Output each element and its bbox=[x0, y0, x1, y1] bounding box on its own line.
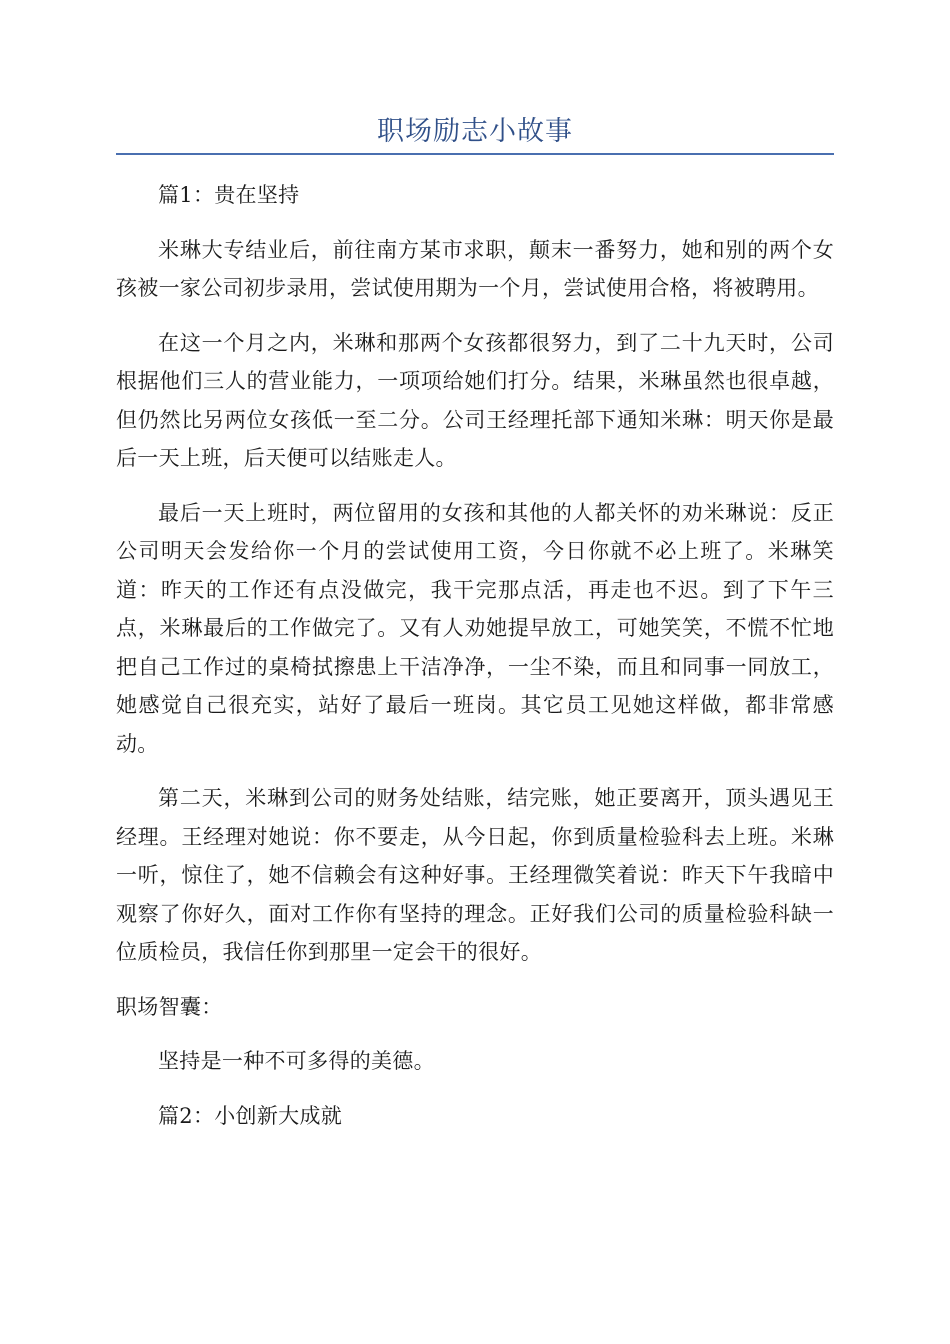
paragraph: 在这一个月之内，米琳和那两个女孩都很努力，到了二十九天时，公司根据他们三人的营业能力，一项项给她们打分。结果，米琳虽然也很卓越，但仍然比另两位女孩低一至二分。公司王经理托部下通知米琳：明天你是最后一天上班，后天便可以结账走人。 bbox=[116, 330, 834, 470]
tips-text: 坚持是一种不可多得的美德。 bbox=[158, 1049, 435, 1073]
document-body bbox=[116, 176, 834, 1151]
section-heading-1: 篇1：贵在坚持 bbox=[158, 183, 300, 207]
paragraph: 第二天，米琳到公司的财务处结账，结完账，她正要离开，顶头遇见王经理。王经理对她说：你不要走，从今日起，你到质量检验科去上班。米琳一听，惊住了，她不信赖会有这种好事。王经理微笑着说：昨天下午我暗中观察了你好久，面对工作你有坚持的理念。正好我们公司的质量检验科缺一位质检员，我信任你到那里一定会干的很好。 bbox=[116, 786, 834, 964]
document-title: 职场励志小故事 bbox=[377, 116, 573, 147]
section-heading-2: 篇2：小创新大成就 bbox=[158, 1103, 343, 1128]
title-underline bbox=[116, 153, 834, 155]
paragraph: 最后一天上班时，两位留用的女孩和其他的人都关怀的劝米琳说：反正公司明天会发给你一个月的尝试使用工资，今日你就不必上班了。米琳笑道：昨天的工作还有点没做完，我干完那点活，再走也不迟。到了下午三点，米琳最后的工作做完了。又有人劝她提早放工，可她笑笑，不慌不忙地把自己工作过的桌椅拭擦患上干洁净净，一尘不染，而且和同事一同放工，她感觉自己很充实，站好了最后一班岗。其它员工见她这样做，都非常感动。 bbox=[116, 500, 834, 756]
tips-heading: 职场智囊： bbox=[116, 994, 223, 1019]
paragraph: 米琳大专结业后，前往南方某市求职，颠末一番努力，她和别的两个女孩被一家公司初步录用，尝试使用期为一个月，尝试使用合格，将被聘用。 bbox=[116, 237, 834, 300]
